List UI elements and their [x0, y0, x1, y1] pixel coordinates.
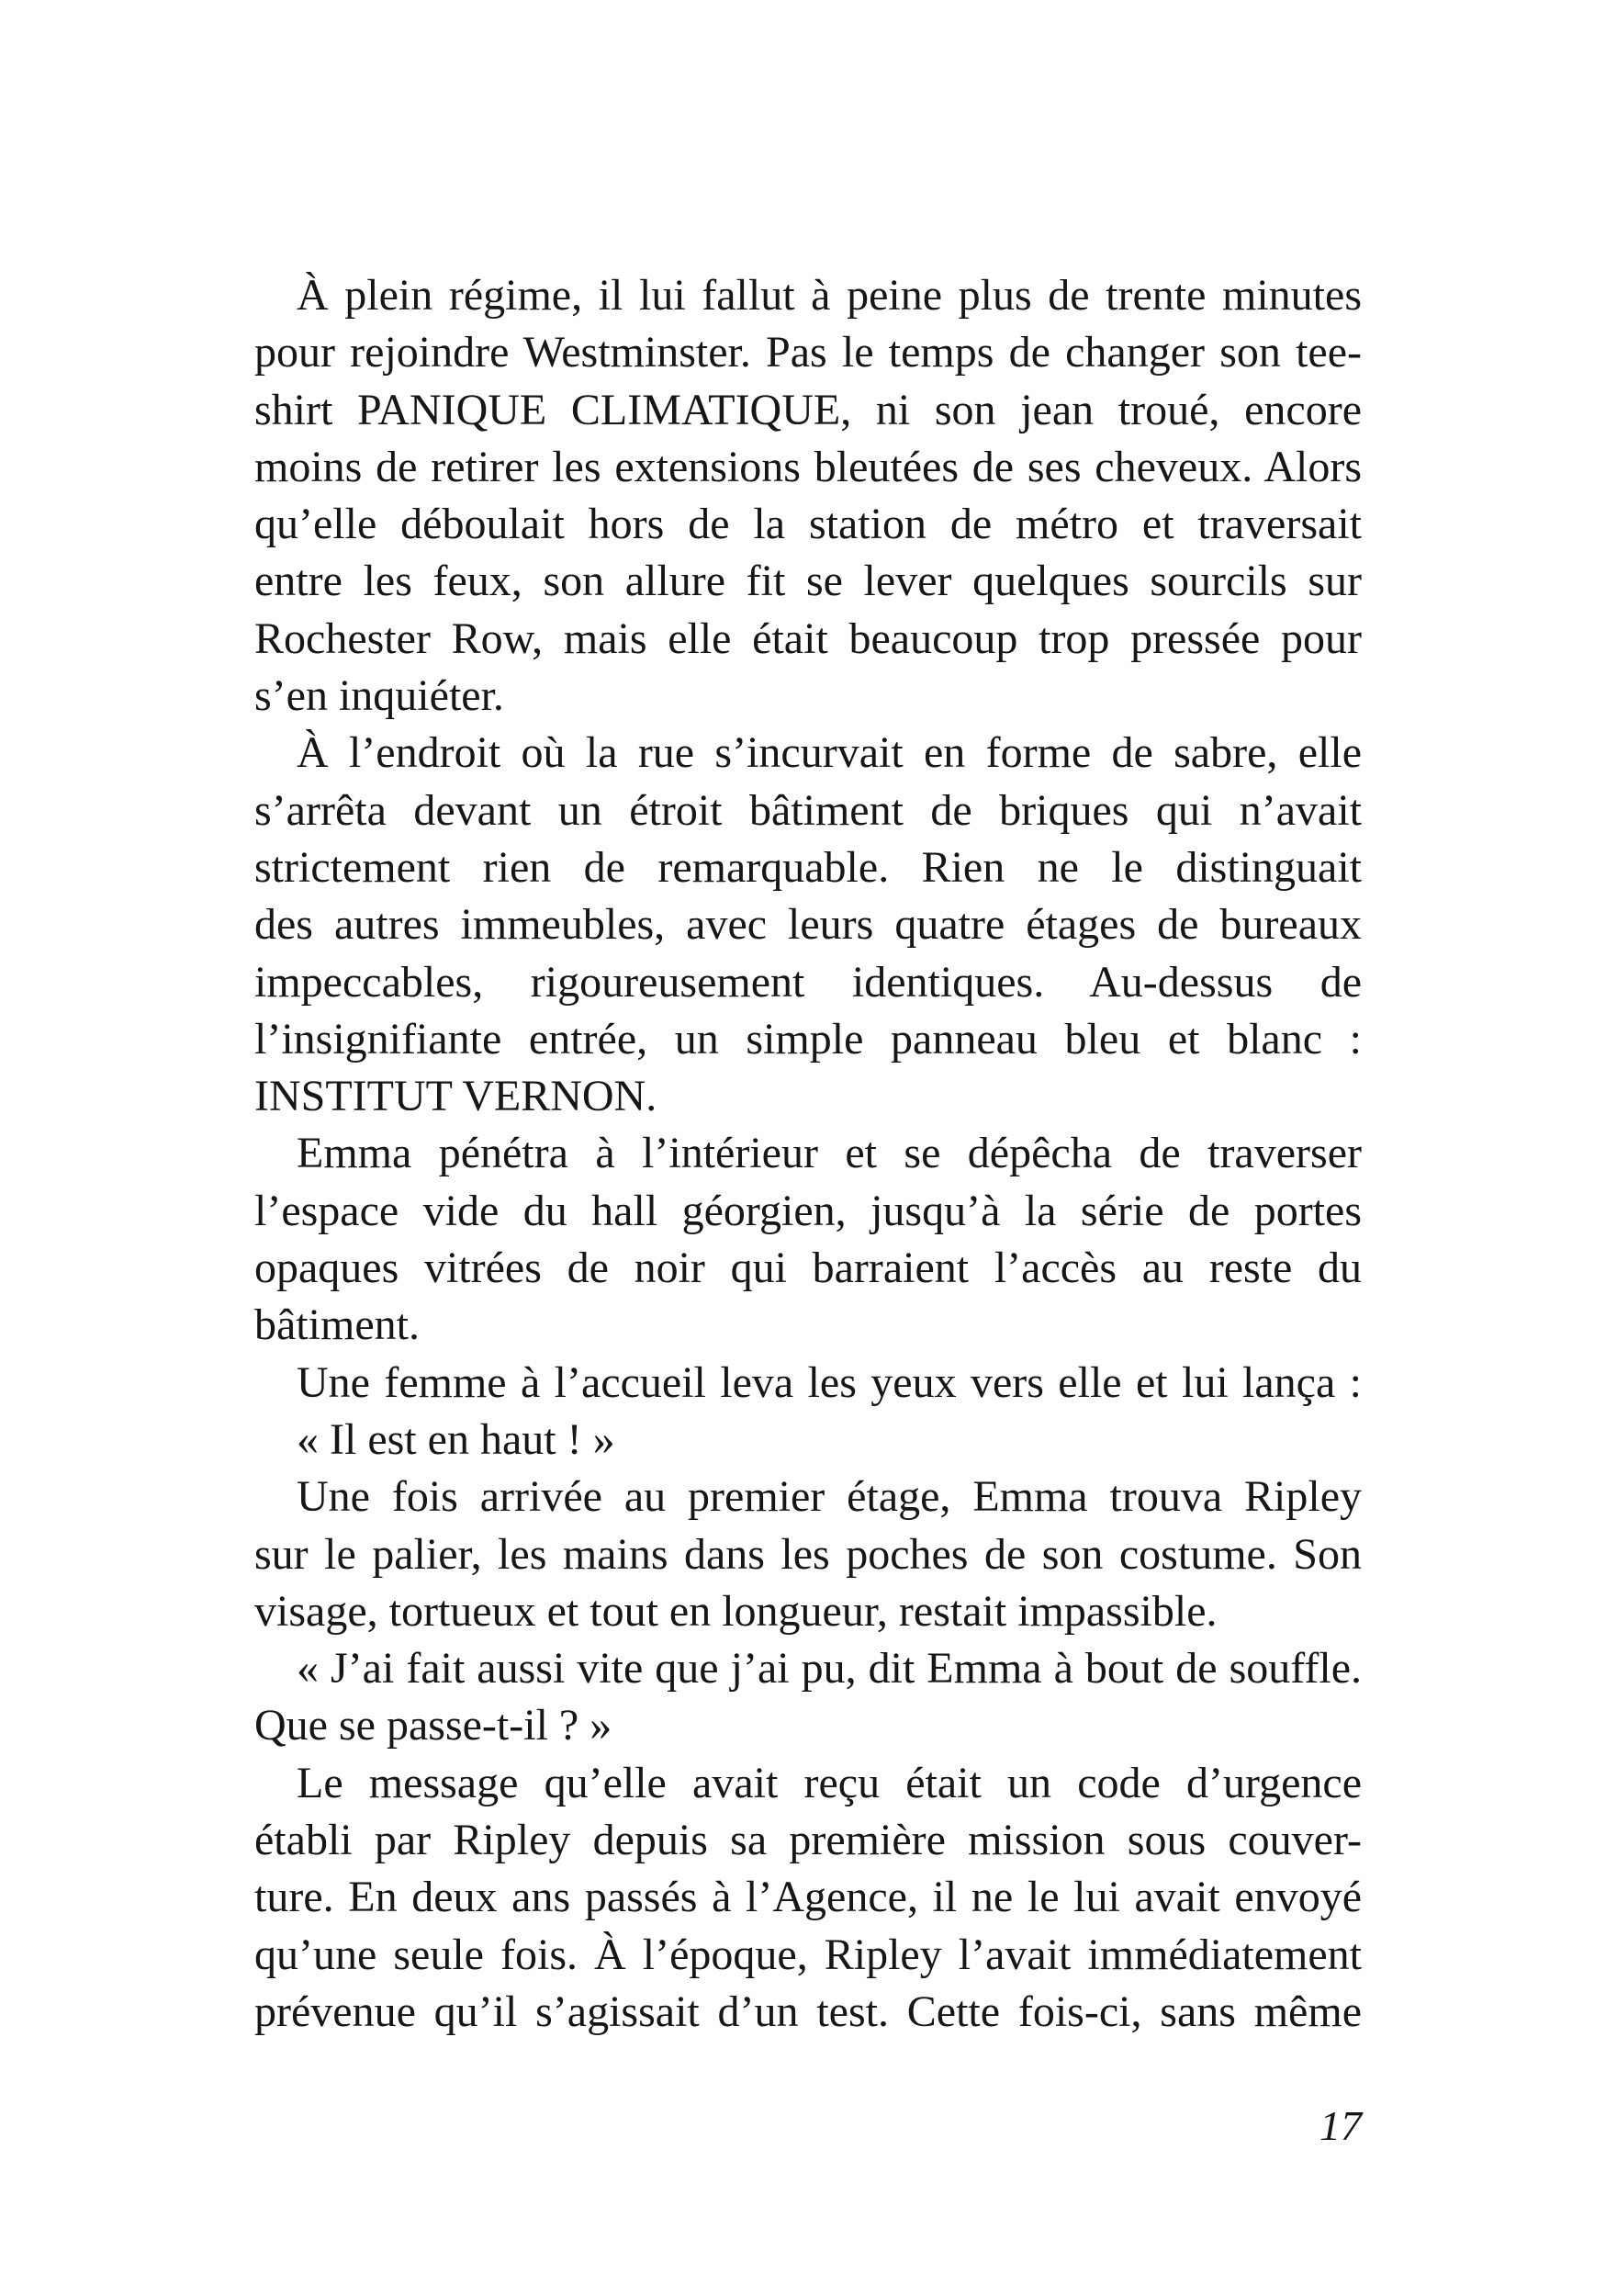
- text-line: pour rejoindre Westminster. Pas le temps de changer son tee-: [254, 328, 1362, 377]
- text-line: Une fois arrivée au premier étage, Emma trouva Ripley: [297, 1472, 1362, 1522]
- text-line: Que se passe-t-il ? »: [254, 1701, 612, 1750]
- page-number: 17: [1319, 2102, 1362, 2149]
- text-line: moins de retirer les extensions bleutées de ses cheveux. Alors: [254, 442, 1362, 491]
- text-line: des autres immeubles, avec leurs quatre étages de bureaux: [254, 900, 1362, 950]
- text-line: qu’une seule fois. À l’époque, Ripley l’avait immédiatement: [254, 1930, 1362, 1979]
- text-line: l’espace vide du hall géorgien, jusqu’à la série de portes: [254, 1186, 1362, 1235]
- text-line: opaques vitrées de noir qui barraient l’accès au reste du: [254, 1244, 1362, 1293]
- text-line: À l’endroit où la rue s’incurvait en forme de sabre, elle: [297, 728, 1362, 778]
- text-line: entre les feux, son allure fit se lever quelques sourcils sur: [254, 557, 1362, 606]
- text-line: s’en inquiéter.: [254, 671, 504, 721]
- text-line: Le message qu’elle avait reçu était un code d’urgence: [297, 1758, 1362, 1807]
- text-line: impeccables, rigoureusement identiques. Au-dessus de: [254, 957, 1362, 1007]
- text-line: « J’ai fait aussi vite que j’ai pu, dit Emma à bout de souffle.: [297, 1644, 1362, 1694]
- text-line: s’arrêta devant un étroit bâtiment de briques qui n’avait: [254, 785, 1362, 835]
- text-line: visage, tortueux et tout en longueur, restait impassible.: [254, 1586, 1218, 1636]
- text-line: INSTITUT VERNON.: [254, 1072, 657, 1121]
- text-line: Emma pénétra à l’intérieur et se dépêcha de traverser: [297, 1129, 1362, 1178]
- text-line: bâtiment.: [254, 1300, 420, 1350]
- text-line: prévenue qu’il s’agissait d’un test. Cette fois-ci, sans même: [254, 1986, 1362, 2036]
- text-line: « Il est en haut ! »: [297, 1414, 615, 1464]
- text-line: À plein régime, il lui fallut à peine plus de trente minutes: [297, 271, 1362, 320]
- text-line: ture. En deux ans passés à l’Agence, il ne le lui avait envoyé: [254, 1873, 1362, 1922]
- text-line: qu’elle déboulait hors de la station de métro et traversait: [254, 500, 1362, 549]
- text-line: Rochester Row, mais elle était beaucoup trop pressée pour: [254, 613, 1362, 663]
- text-line: Une femme à l’accueil leva les yeux vers elle et lui lança :: [297, 1357, 1362, 1407]
- text-line: établi par Ripley depuis sa première mission sous couver-: [254, 1816, 1362, 1865]
- text-line: sur le palier, les mains dans les poches de son costume. Son: [254, 1529, 1362, 1579]
- text-line: l’insignifiante entrée, un simple panneau bleu et blanc :: [254, 1014, 1362, 1064]
- text-line: shirt PANIQUE CLIMATIQUE, ni son jean troué, encore: [254, 385, 1362, 434]
- text-line: strictement rien de remarquable. Rien ne le distinguait: [254, 842, 1362, 892]
- page-text: [254, 267, 1362, 2041]
